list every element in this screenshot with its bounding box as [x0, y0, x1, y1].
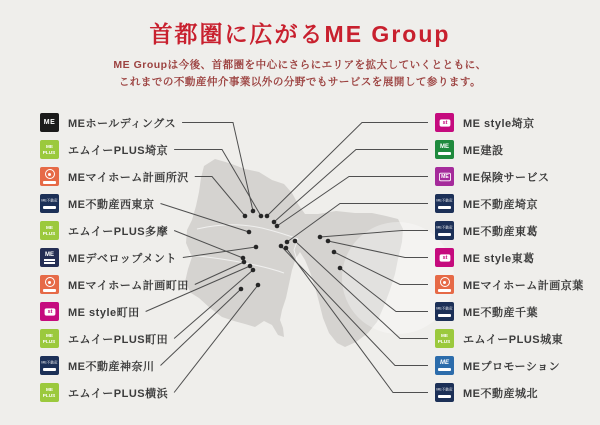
company-name: MEマイホーム計画京葉	[463, 279, 584, 292]
company-name: エムイーPLUS城東	[463, 333, 564, 346]
me-plus-icon	[40, 383, 59, 402]
me-plus-icon	[40, 221, 59, 240]
company-name: エムイーPLUS埼京	[68, 144, 169, 157]
company-name: ME不動産東葛	[463, 225, 538, 238]
me-style-icon	[435, 248, 454, 267]
company-item	[435, 163, 584, 190]
company-list-right	[435, 109, 584, 406]
me-fudosan-icon	[435, 221, 454, 240]
company-name: ME style東葛	[463, 252, 535, 265]
company-name: エムイーPLUS町田	[68, 333, 169, 346]
company-item	[435, 352, 584, 379]
company-item	[40, 325, 189, 352]
company-item	[435, 325, 584, 352]
map-dot	[247, 230, 252, 235]
company-name: ME不動産千葉	[463, 306, 538, 319]
company-item	[40, 298, 189, 325]
fudosan-logo-glyph: ME不動産	[435, 225, 454, 236]
company-item	[40, 244, 189, 271]
style-logo-glyph: st	[44, 308, 55, 315]
promotion-logo-glyph: ME	[438, 360, 451, 371]
me-myhome-keikaku-icon	[435, 275, 454, 294]
me-myhome-keikaku-icon	[40, 275, 59, 294]
me-plus-logo-text: ME PLUS	[43, 387, 56, 398]
company-name: ME不動産埼京	[463, 198, 538, 211]
map-dot	[284, 246, 289, 251]
map-dot	[243, 214, 248, 219]
company-item	[40, 379, 189, 406]
map-dot	[241, 256, 246, 261]
company-name: MEマイホーム計画所沢	[68, 171, 189, 184]
me-logo-text: ME	[43, 119, 56, 126]
company-item	[40, 163, 189, 190]
me-promotion-icon	[435, 356, 454, 375]
map-dot	[332, 250, 337, 255]
myhome-drop-glyph	[438, 277, 451, 292]
me-plus-icon	[435, 329, 454, 348]
company-item	[40, 136, 189, 163]
me-plus-logo-text: ME PLUS	[43, 225, 56, 236]
map-dot	[259, 214, 264, 219]
map-dot	[326, 239, 331, 244]
company-list-left	[40, 109, 189, 406]
company-item	[435, 298, 584, 325]
me-holdings-icon	[40, 113, 59, 132]
company-name: エムイーPLUS多摩	[68, 225, 169, 238]
me-kensetsu-icon	[435, 140, 454, 159]
me-plus-icon	[40, 329, 59, 348]
company-name: MEプロモーション	[463, 360, 561, 373]
map-dot	[265, 214, 270, 219]
company-item	[435, 271, 584, 298]
me-hoken-icon	[435, 167, 454, 186]
map-dot	[293, 239, 298, 244]
map-dot	[275, 224, 280, 229]
map-dot	[254, 245, 259, 250]
company-item	[40, 190, 189, 217]
style-logo-glyph: st	[439, 119, 450, 126]
myhome-drop-glyph	[43, 277, 56, 292]
me-fudosan-icon	[435, 383, 454, 402]
page-subtitle-line1: ME Groupは今後、首都圏を中心にさらにエリアを拡大していくとともに、	[113, 59, 487, 71]
page-subtitle-line2: これまでの不動産仲介事業以外の分野でもサービスを展開して参ります。	[118, 76, 482, 89]
map-dot	[251, 209, 256, 214]
company-item	[435, 217, 584, 244]
fudosan-logo-glyph: ME不動産	[435, 387, 454, 398]
fudosan-logo-glyph: ME不動産	[435, 306, 454, 317]
fudosan-logo-glyph: ME不動産	[435, 198, 454, 209]
fudosan-logo-glyph: ME不動産	[40, 360, 59, 371]
company-name: ME建設	[463, 144, 504, 157]
map-dot	[239, 287, 244, 292]
page-title: 首都圏に広がるME Group	[149, 21, 451, 47]
me-fudosan-icon	[40, 194, 59, 213]
company-item	[40, 217, 189, 244]
company-name: ME style埼京	[463, 117, 535, 130]
me-plus-logo-text: ME PLUS	[43, 144, 56, 155]
me-fudosan-icon	[435, 194, 454, 213]
company-name: ME保険サービス	[463, 171, 550, 184]
company-name: MEデベロップメント	[68, 252, 177, 265]
me-style-icon	[435, 113, 454, 132]
company-name: ME style町田	[68, 306, 140, 319]
company-name: エムイーPLUS横浜	[68, 387, 169, 400]
development-logo-glyph: ME	[44, 252, 55, 264]
company-item	[435, 244, 584, 271]
me-plus-icon	[40, 140, 59, 159]
company-name: ME不動産神奈川	[68, 360, 155, 373]
me-development-icon	[40, 248, 59, 267]
fudosan-logo-glyph: ME不動産	[40, 198, 59, 209]
map-dot	[251, 268, 256, 273]
company-item	[435, 190, 584, 217]
map-dot	[248, 264, 253, 269]
me-style-icon	[40, 302, 59, 321]
map-dot	[256, 283, 261, 288]
me-myhome-keikaku-icon	[40, 167, 59, 186]
map-dot	[338, 266, 343, 271]
me-plus-logo-text: ME PLUS	[438, 333, 451, 344]
company-item	[40, 109, 189, 136]
company-name: ME不動産城北	[463, 387, 538, 400]
me-fudosan-icon	[435, 302, 454, 321]
company-item	[435, 379, 584, 406]
company-name: ME不動産西東京	[68, 198, 155, 211]
company-name: MEマイホーム計画町田	[68, 279, 189, 292]
myhome-drop-glyph	[43, 169, 56, 184]
style-logo-glyph: st	[439, 254, 450, 261]
map-dot	[242, 260, 247, 265]
map-dot	[285, 240, 290, 245]
kensetsu-logo-glyph: ME	[438, 144, 451, 155]
map-dot	[272, 220, 277, 225]
me-plus-logo-text: ME PLUS	[43, 333, 56, 344]
company-item	[435, 109, 584, 136]
company-name: MEホールディングス	[68, 117, 177, 130]
company-item	[40, 352, 189, 379]
map-dot	[279, 244, 284, 249]
hoken-logo-glyph: ME	[439, 172, 451, 181]
me-fudosan-icon	[40, 356, 59, 375]
company-item	[40, 271, 189, 298]
company-item	[435, 136, 584, 163]
map-dot	[318, 235, 323, 240]
